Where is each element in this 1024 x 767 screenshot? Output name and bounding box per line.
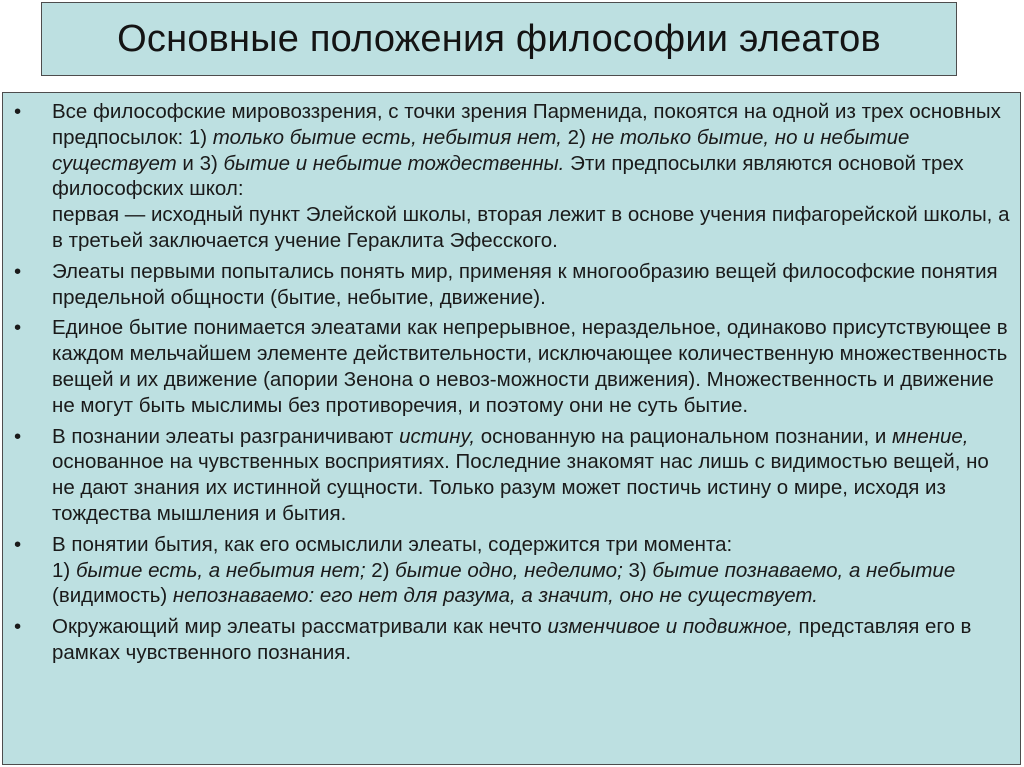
- text-segment: Единое бытие понимается элеатами как непрерывное, нераздельное, одинаково присутствующее в каждом мельчайшем элементе действительности, исключающее количественную множественность вещей и их движение (апории Зенона о невоз-можности движения). Множественность и движение не могут быть мыслимы без противоречия, и поэтому они не суть бытие.: [52, 316, 1008, 417]
- bullet-icon: •: [14, 532, 22, 556]
- italic-text: бытие одно, неделимо;: [395, 558, 623, 582]
- italic-text: непознаваемо: его нет для разума, а значит, оно не существует.: [172, 584, 818, 608]
- text-segment: 1): [52, 558, 76, 582]
- bullet-item: [3, 614, 1020, 666]
- bullet-item: [3, 424, 1020, 527]
- italic-text: мнение,: [891, 424, 969, 448]
- bullet-item: [3, 532, 1020, 609]
- text-segment: представляя его в рамках чувственного познания.: [52, 615, 972, 664]
- bullet-item: [3, 315, 1020, 418]
- text-segment: Элеаты первыми попытались понять мир, применяя к многообразию вещей философские понятия предельной общности (бытие, небытие, движение).: [52, 259, 998, 309]
- text-segment: 3): [622, 558, 653, 582]
- text-segment: 2): [561, 125, 592, 149]
- content-box: [2, 92, 1021, 765]
- text-segment: (видимость): [52, 584, 173, 608]
- italic-text: только бытие есть, небытия нет,: [212, 125, 562, 149]
- italic-text: изменчивое и подвижное,: [547, 615, 793, 639]
- bullet-icon: •: [14, 259, 22, 283]
- text-segment: В понятии бытия, как его осмыслили элеаты, содержится три момента:: [52, 532, 733, 556]
- italic-text: бытие и небытие тождественны.: [223, 151, 565, 175]
- italic-text: бытие познаваемо, а небытие: [652, 558, 956, 582]
- text-segment: Все философские мировоззрения, с точки зрения Парменида, покоятся на одной из трех основных предпосылок: 1): [52, 100, 1001, 149]
- bullet-item: [3, 99, 1020, 254]
- text-segment: Окружающий мир элеаты рассматривали как нечто: [52, 615, 548, 639]
- italic-text: не только бытие, но и небытие существует: [52, 125, 910, 175]
- bullet-list: [3, 99, 1020, 671]
- title-box: [41, 2, 957, 76]
- text-segment: основанную на рациональном познании, и: [475, 424, 892, 448]
- bullet-icon: •: [14, 615, 22, 639]
- text-segment: Эти предпосылки являются основой трех философских школ:: [52, 151, 964, 201]
- text-segment: первая — исходный пункт Элейской школы, вторая лежит в основе учения пифагорейской школы, а в третьей заключается учение Гераклита Эфесского.: [52, 203, 1010, 252]
- italic-text: бытие есть, а небытия нет;: [75, 558, 366, 582]
- text-segment: 2): [365, 558, 396, 582]
- text-segment: основанное на чувственных восприятиях. Последние знакомят нас лишь с видимостью вещей, но не дают знания их истинной сущности. Только разум может постичь истину о мире, исходя из тождества мышления и бытия.: [52, 450, 989, 525]
- slide-title: Основные положения философии элеатов: [117, 17, 881, 60]
- bullet-icon: •: [14, 100, 22, 123]
- bullet-icon: •: [14, 316, 22, 340]
- text-segment: В познании элеаты разграничивают: [52, 424, 400, 448]
- italic-text: истину,: [399, 424, 476, 448]
- bullet-icon: •: [14, 424, 22, 448]
- bullet-item: [3, 259, 1020, 311]
- text-segment: и 3): [176, 151, 224, 175]
